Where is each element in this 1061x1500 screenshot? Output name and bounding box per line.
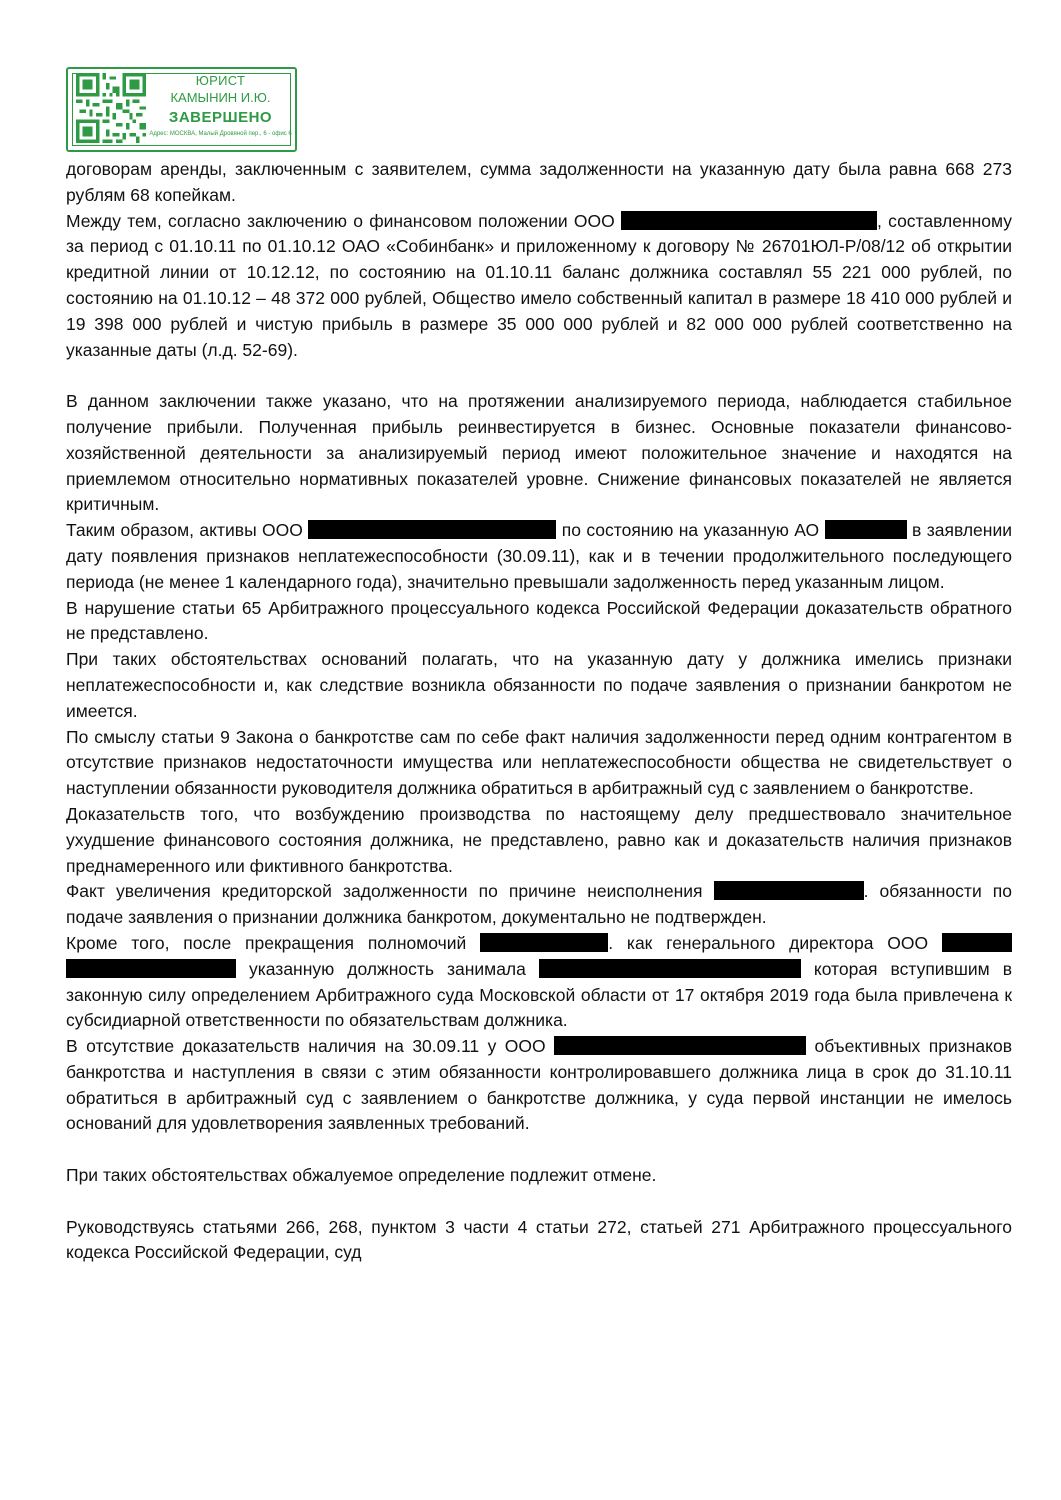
text-run: . как генерального директора ООО [608,932,942,953]
text-run: объективных признаков банкротства и наступления в связи с этим обязанности контролировавшего должника лица в срок до 31.10.11 обратиться в арбитражный суд с заявлением о банкротстве должника, у суда первой инстанции не имелось оснований для удовлетворения заявленных требований. [66,1036,1013,1134]
stamp-address: Адрес: МОСКВА, Малый Дровяной пер., 6 - офис 6 [149,131,292,137]
redaction-box [539,959,801,978]
paragraph [66,596,1012,648]
text-run: по состоянию на указанную АО [556,520,825,541]
redaction-box [554,1036,806,1055]
stamp-status: ЗАВЕРШЕНО [168,109,273,126]
redaction-box [714,881,864,900]
text-run: Кроме того, после прекращения полномочий [66,932,481,953]
paragraph [66,209,1012,364]
text-run: которая вступившим в законную силу определением Арбитражного суда Московской области от 17 октября 2019 года была привлечена к субсидиарной ответственности по обязательствам должника. [66,958,1012,1031]
text-run: Факт увеличения кредиторской задолженности по причине неисполнения [66,881,714,902]
text-run: В отсутствие доказательств наличия на 30.09.11 у ООО [66,1036,555,1057]
text-run: В нарушение статьи 65 Арбитражного процессуального кодекса Российской Федерации доказательств обратного не представлено. [66,597,1012,644]
text-run: При таких обстоятельствах оснований полагать, что на указанную дату у должника имелись признаки неплатежеспособности и, как следствие возникла обязанности по подаче заявления о признании банкротом не имеется. [66,649,1012,721]
paragraph [66,518,1012,595]
paragraph [66,389,1012,518]
redaction-box [480,933,608,952]
text-run: указанную должность занимала [236,958,539,979]
text-run: Руководствуясь статьями 266, 268, пунктом 3 части 4 статьи 272, статьей 271 Арбитражного процессуального кодекса Российской Федерации, суд [66,1216,1012,1263]
text-run: , составленному за период с 01.10.11 по 01.10.12 ОАО «Собинбанк» и приложенному к договору № 26701ЮЛ-Р/08/12 об открытии кредитной линии от 10.12.12, по состоянию на 01.10.11 баланс должника составлял 55 221 000 рублей, по состоянию на 01.10.12 – 48 372 000 рублей, Общество имело собственный капитал в размере 18 410 000 рублей и 19 398 000 рублей и чистую прибыль в размере 35 000 000 рублей и 82 000 000 рублей соответственно на указанные даты (л.д. 52-69). [66,210,1012,360]
paragraph [66,1034,1012,1137]
text-run: Между тем, согласно заключению о финансовом положении ООО [66,210,621,231]
document-body [66,157,1012,1266]
text-run: При таких обстоятельствах обжалуемое определение подлежит отмене. [66,1165,657,1186]
paragraph [66,802,1012,879]
paragraph [66,1215,1012,1267]
redaction-box [621,211,877,230]
text-run: Доказательств того, что возбуждению производства по настоящему делу предшествовало значительное ухудшение финансового состояния должника, не представлено, равно как и доказательств наличия признаков преднамеренного или фиктивного банкротства. [66,803,1012,876]
paragraph [66,931,1012,1034]
text-run: В данном заключении также указано, что на протяжении анализируемого периода, наблюдается стабильное получение прибыли. Полученная прибыль реинвестируется в бизнес. Основные показатели финансово-хозяйственной деятельности за анализируемый период имеют положительное значение и находятся на приемлемом относительно нормативных показателей уровне. Снижение финансовых показателей не является критичным. [66,391,1012,515]
qr-code-icon [76,73,146,143]
redaction-box [825,520,907,539]
text-run: По смыслу статьи 9 Закона о банкротстве сам по себе факт наличия задолженности перед одним контрагентом в отсутствие признаков недостаточности имущества или неплатежеспособности общества не свидетельствует о наступлении обязанности руководителя должника обратиться в арбитражный суд с заявлением о банкротстве. [66,726,1012,799]
text-run: в заявлении дату появления признаков неплатежеспособности (30.09.11), как и в течении продолжительного последующего периода (не менее 1 календарного года), значительно превышали задолженность перед указанным лицом. [66,520,1012,592]
redaction-box [66,959,236,978]
paragraph [66,879,1012,931]
stamp-name: КАМЫНИН И.Ю. [170,90,271,105]
stamp-title: ЮРИСТ [195,73,246,88]
text-run: . обязанности по подаче заявления о признании должника банкротом, документально не подтвержден. [66,881,1012,928]
text-run: Таким образом, активы ООО [66,520,309,541]
paragraph [66,157,1012,209]
redaction-box [308,520,556,539]
paragraph [66,647,1012,724]
paragraph [66,1163,1012,1189]
completed-stamp [66,67,297,152]
redaction-box [942,933,1012,952]
paragraph [66,725,1012,802]
text-run: договорам аренды, заключенным с заявителем, сумма задолженности на указанную дату была равна 668 273 рублям 68 копейкам. [66,159,1012,205]
